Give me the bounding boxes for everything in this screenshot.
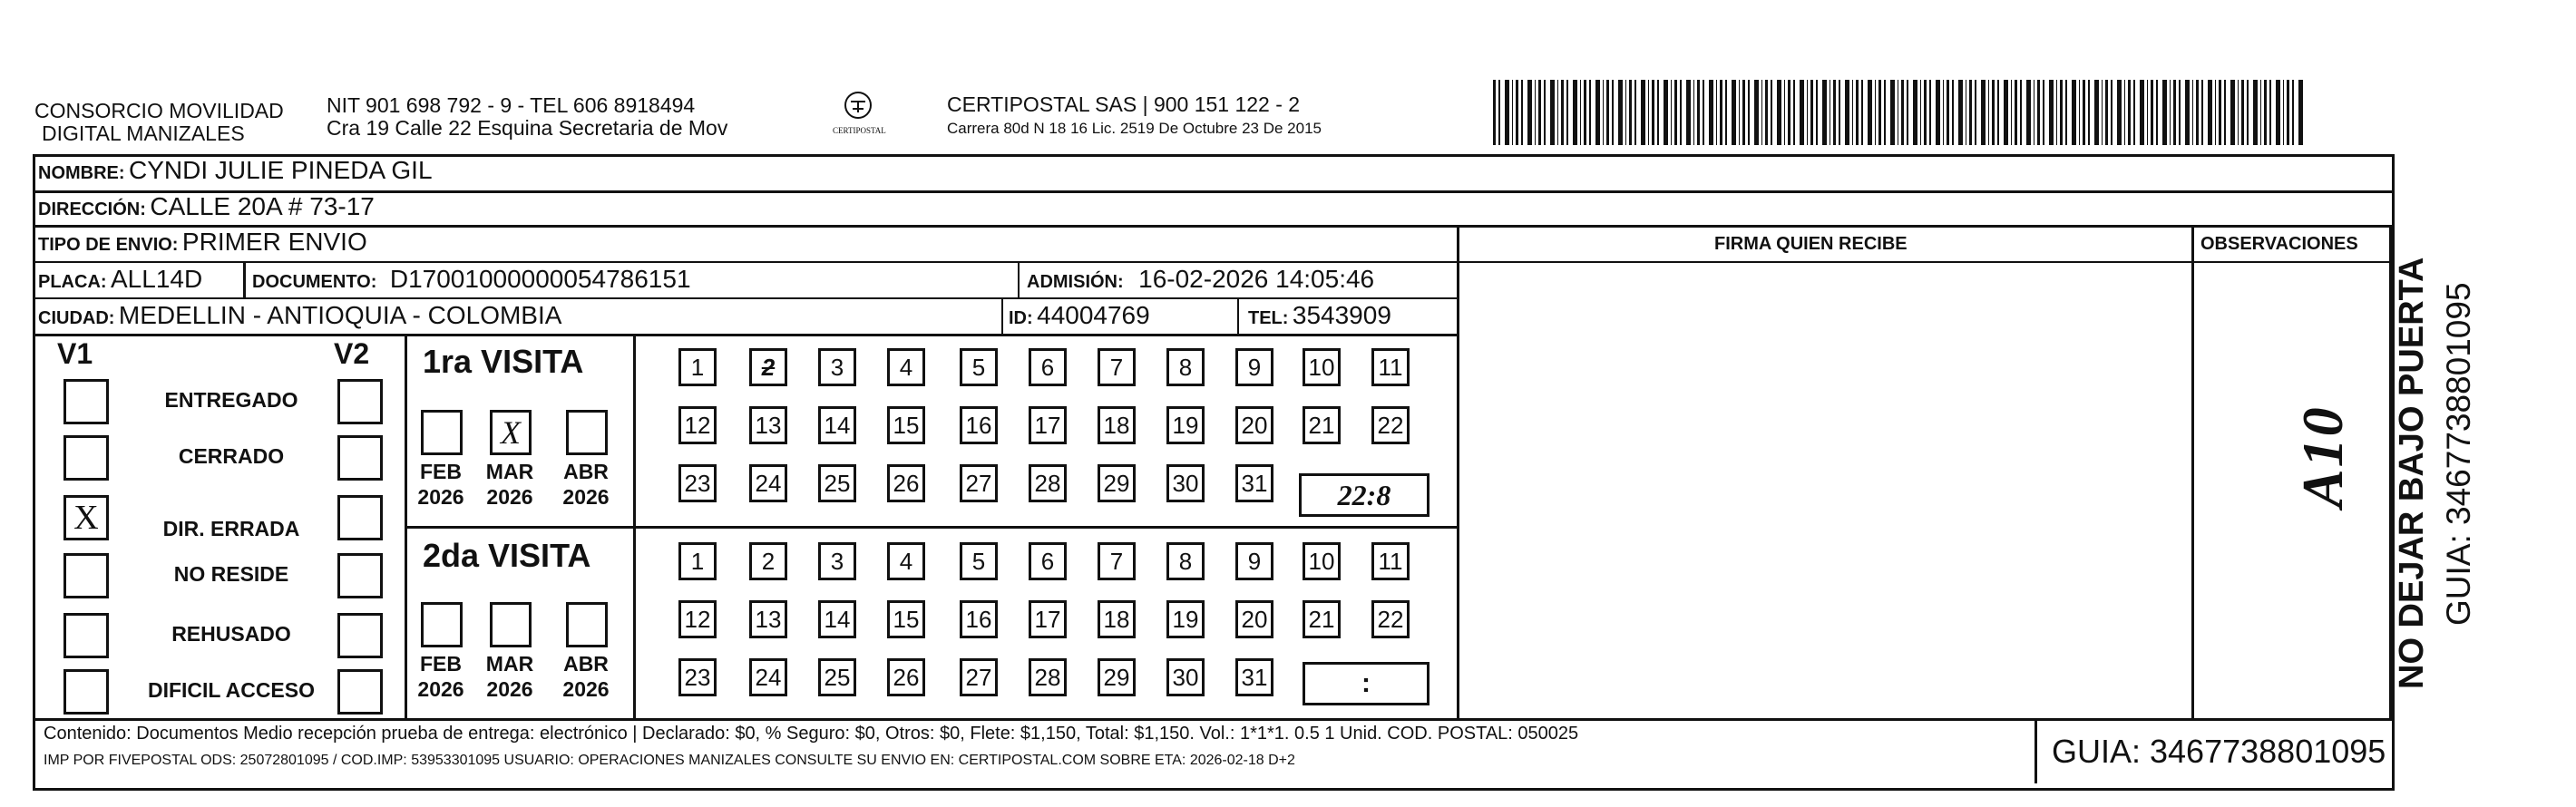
reason-label: DIR. ERRADA <box>162 517 300 540</box>
admision-label: ADMISIÓN: <box>1027 272 1124 292</box>
logo-text: CERTIPOSTAL <box>833 126 886 135</box>
reason-label: DIFICIL ACCESO <box>147 678 315 702</box>
day-box[interactable]: 23 <box>678 464 717 502</box>
v1-checkbox[interactable] <box>63 379 109 424</box>
row-divider <box>33 297 1459 299</box>
visit2-title: 2da VISITA <box>423 537 591 574</box>
day-box[interactable]: 3 <box>818 542 856 580</box>
sender-info <box>327 94 727 140</box>
day-box[interactable]: 30 <box>1166 658 1205 696</box>
day-box[interactable]: 13 <box>749 600 787 638</box>
month-name: ABR <box>563 652 609 676</box>
col-divider <box>243 263 246 299</box>
day-box[interactable]: 20 <box>1235 406 1273 444</box>
month-checkbox[interactable] <box>566 602 608 647</box>
company-line-2: DIGITAL MANIZALES <box>42 122 245 145</box>
nombre-row <box>38 156 433 185</box>
day-box[interactable]: 15 <box>887 600 925 638</box>
direccion-row <box>38 192 375 221</box>
reason-label: ENTREGADO <box>164 388 298 412</box>
tipo-envio-row <box>38 228 367 257</box>
observation-handwriting: A10 <box>2290 405 2355 508</box>
month-name: MAR <box>485 652 534 676</box>
day-box[interactable]: 23 <box>678 658 717 696</box>
nit-line: NIT 901 698 792 - 9 - TEL 606 8918494 <box>327 93 696 117</box>
day-box[interactable]: 9 <box>1235 348 1273 386</box>
day-box[interactable]: 1 <box>678 542 717 580</box>
day-box[interactable]: 17 <box>1029 406 1067 444</box>
direccion-label: DIRECCIÓN: <box>38 199 146 219</box>
signature-area[interactable] <box>1462 267 2188 715</box>
tipo-envio-value: PRIMER ENVIO <box>181 228 367 256</box>
day-box[interactable]: 10 <box>1303 542 1341 580</box>
col-divider <box>2034 718 2037 783</box>
col-divider <box>1237 299 1239 335</box>
month-name: MAR <box>485 460 534 483</box>
tipo-envio-label: TIPO DE ENVIO: <box>38 235 179 255</box>
day-box[interactable]: 22 <box>1371 406 1410 444</box>
day-box[interactable]: 7 <box>1098 348 1136 386</box>
v1-checkbox[interactable] <box>63 669 109 715</box>
day-box[interactable]: 10 <box>1303 348 1341 386</box>
visit1-time-field[interactable]: 22:8 <box>1299 473 1429 517</box>
admision-cell <box>1027 265 1374 294</box>
day-box[interactable]: 25 <box>818 464 856 502</box>
side-guia-number: GUIA: 3467738801095 <box>2440 282 2477 626</box>
visit2-time-field[interactable]: : <box>1303 662 1429 705</box>
day-box[interactable]: 12 <box>678 600 717 638</box>
day-box[interactable]: 28 <box>1029 658 1067 696</box>
day-box[interactable]: 24 <box>749 658 787 696</box>
day-box[interactable]: 3 <box>818 348 856 386</box>
certipostal-logo <box>833 91 886 135</box>
month-year: 2026 <box>486 485 533 509</box>
v2-checkbox[interactable] <box>337 553 383 598</box>
day-box[interactable]: 16 <box>960 600 998 638</box>
v2-checkbox[interactable] <box>337 495 383 540</box>
reason-label: REHUSADO <box>171 622 291 646</box>
ciudad-value: MEDELLIN - ANTIOQUIA - COLOMBIA <box>118 301 562 329</box>
v2-checkbox[interactable] <box>337 613 383 658</box>
barcode <box>1493 80 2306 145</box>
day-box[interactable]: 8 <box>1166 348 1205 386</box>
day-box[interactable]: 22 <box>1371 600 1410 638</box>
day-box[interactable]: 2 <box>749 348 787 386</box>
courier-name: CERTIPOSTAL SAS | 900 151 122 - 2 <box>947 92 1301 116</box>
reason-label: NO RESIDE <box>173 562 289 586</box>
day-box[interactable]: 27 <box>960 658 998 696</box>
row-divider <box>33 718 2392 721</box>
col-divider <box>2389 227 2392 720</box>
placa-label: PLACA: <box>38 272 107 292</box>
v2-checkbox[interactable] <box>337 379 383 424</box>
month-year: 2026 <box>562 677 610 701</box>
day-box[interactable]: 28 <box>1029 464 1067 502</box>
day-box[interactable]: 29 <box>1098 464 1136 502</box>
row-divider <box>33 190 2392 193</box>
month-label <box>408 651 473 702</box>
ciudad-cell <box>38 301 561 330</box>
direccion-value: CALLE 20A # 73-17 <box>150 192 375 220</box>
v1-checkbox[interactable] <box>63 613 109 658</box>
footer-imp: IMP POR FIVEPOSTAL ODS: 25072801095 / COD.IMP: 53953301095 USUARIO: OPERACIONES MANIZALES CONSULTE SU ENVIO EN: CERTIPOSTAL.COM SOBRE ETA: 2026-02-18 D+2 <box>44 753 1295 768</box>
day-box[interactable]: 16 <box>960 406 998 444</box>
v1-checkbox[interactable] <box>63 435 109 481</box>
day-box[interactable]: 9 <box>1235 542 1273 580</box>
v2-checkbox[interactable] <box>337 669 383 715</box>
documento-label: DOCUMENTO: <box>252 272 377 292</box>
courier-license: Carrera 80d N 18 16 Lic. 2519 De Octubre 23 De 2015 <box>947 120 1322 137</box>
month-checkbox[interactable] <box>421 602 463 647</box>
observaciones-header: OBSERVACIONES <box>2200 234 2358 254</box>
tel-value: 3543909 <box>1292 301 1391 329</box>
v1-checkbox[interactable]: X <box>63 495 109 540</box>
reason-label: CERRADO <box>178 444 285 468</box>
day-box[interactable]: 14 <box>818 406 856 444</box>
day-box[interactable]: 11 <box>1371 542 1410 580</box>
ciudad-label: CIUDAD: <box>38 308 115 328</box>
day-box[interactable]: 20 <box>1235 600 1273 638</box>
col-divider <box>1457 227 1459 720</box>
logo-icon <box>838 91 878 122</box>
month-checkbox[interactable] <box>421 410 463 455</box>
header-divider <box>1457 261 2391 263</box>
day-box[interactable]: 18 <box>1098 600 1136 638</box>
day-box[interactable]: 8 <box>1166 542 1205 580</box>
day-box[interactable]: 19 <box>1166 600 1205 638</box>
day-box[interactable]: 12 <box>678 406 717 444</box>
tel-cell <box>1248 301 1391 330</box>
day-box[interactable]: 2 <box>749 542 787 580</box>
day-box[interactable]: 24 <box>749 464 787 502</box>
day-box[interactable]: 15 <box>887 406 925 444</box>
placa-value: ALL14D <box>111 265 203 293</box>
col-divider <box>2191 227 2194 720</box>
documento-cell <box>252 265 691 294</box>
month-checkbox[interactable]: X <box>490 410 532 455</box>
day-box[interactable]: 21 <box>1303 406 1341 444</box>
day-box[interactable]: 11 <box>1371 348 1410 386</box>
row-divider <box>33 225 2392 228</box>
firma-header: FIRMA QUIEN RECIBE <box>1714 234 1908 254</box>
placa-cell <box>38 265 202 294</box>
visit-divider <box>405 526 1459 529</box>
v1-header: V1 <box>57 337 93 370</box>
day-box[interactable]: 31 <box>1235 658 1273 696</box>
month-year: 2026 <box>417 677 464 701</box>
company-line-1: CONSORCIO MOVILIDAD <box>34 99 284 122</box>
day-box[interactable]: 29 <box>1098 658 1136 696</box>
day-box[interactable]: 26 <box>887 464 925 502</box>
day-box[interactable]: 31 <box>1235 464 1273 502</box>
admision-value: 16-02-2026 14:05:46 <box>1138 265 1375 293</box>
month-name: FEB <box>420 460 462 483</box>
documento-value: D17001000000054786151 <box>389 265 691 293</box>
day-box[interactable]: 25 <box>818 658 856 696</box>
day-box[interactable]: 7 <box>1098 542 1136 580</box>
day-box[interactable]: 18 <box>1098 406 1136 444</box>
day-box[interactable]: 5 <box>960 348 998 386</box>
day-box[interactable]: 1 <box>678 348 717 386</box>
day-box[interactable]: 4 <box>887 348 925 386</box>
day-box[interactable]: 19 <box>1166 406 1205 444</box>
month-checkbox[interactable] <box>566 410 608 455</box>
footer-contenido: Contenido: Documentos Medio recepción prueba de entrega: electrónico | Declarado: $0, % Seguro: $0, Otros: $0, Flete: $1,150, Total: $1,150. Vol.: 1*1*1. 0.5 1 Unid. COD. POSTAL: 050025 <box>44 724 1579 744</box>
day-box[interactable]: 26 <box>887 658 925 696</box>
month-year: 2026 <box>486 677 533 701</box>
id-label: ID: <box>1009 308 1033 328</box>
id-value: 44004769 <box>1037 301 1150 329</box>
day-box[interactable]: 14 <box>818 600 856 638</box>
no-dejar-warning: NO DEJAR BAJO PUERTA <box>2393 257 2431 689</box>
month-label <box>477 651 542 702</box>
day-box[interactable]: 5 <box>960 542 998 580</box>
id-cell <box>1009 301 1150 330</box>
nombre-value: CYNDI JULIE PINEDA GIL <box>129 156 433 184</box>
day-box[interactable]: 13 <box>749 406 787 444</box>
courier-info <box>947 92 1322 138</box>
day-box[interactable]: 21 <box>1303 600 1341 638</box>
month-year: 2026 <box>417 485 464 509</box>
day-box[interactable]: 30 <box>1166 464 1205 502</box>
month-label <box>408 459 473 510</box>
day-box[interactable]: 4 <box>887 542 925 580</box>
nombre-label: NOMBRE: <box>38 163 125 183</box>
col-divider <box>1018 263 1020 299</box>
day-box[interactable]: 6 <box>1029 348 1067 386</box>
footer-guia-number: GUIA: 3467738801095 <box>2052 733 2386 770</box>
sender-address: Cra 19 Calle 22 Esquina Secretaria de Mov <box>327 116 728 140</box>
company-name <box>34 100 284 145</box>
day-box[interactable]: 17 <box>1029 600 1067 638</box>
month-label <box>553 651 619 702</box>
day-box[interactable]: 27 <box>960 464 998 502</box>
v2-checkbox[interactable] <box>337 435 383 481</box>
visit1-title: 1ra VISITA <box>423 343 584 380</box>
day-box[interactable]: 6 <box>1029 542 1067 580</box>
month-label <box>477 459 542 510</box>
month-year: 2026 <box>562 485 610 509</box>
month-name: FEB <box>420 652 462 676</box>
month-label <box>553 459 619 510</box>
month-name: ABR <box>563 460 609 483</box>
v1-checkbox[interactable] <box>63 553 109 598</box>
month-checkbox[interactable] <box>490 602 532 647</box>
row-divider <box>33 334 1459 336</box>
v2-header: V2 <box>334 337 370 370</box>
tel-label: TEL: <box>1248 308 1289 328</box>
col-divider <box>1001 299 1003 335</box>
